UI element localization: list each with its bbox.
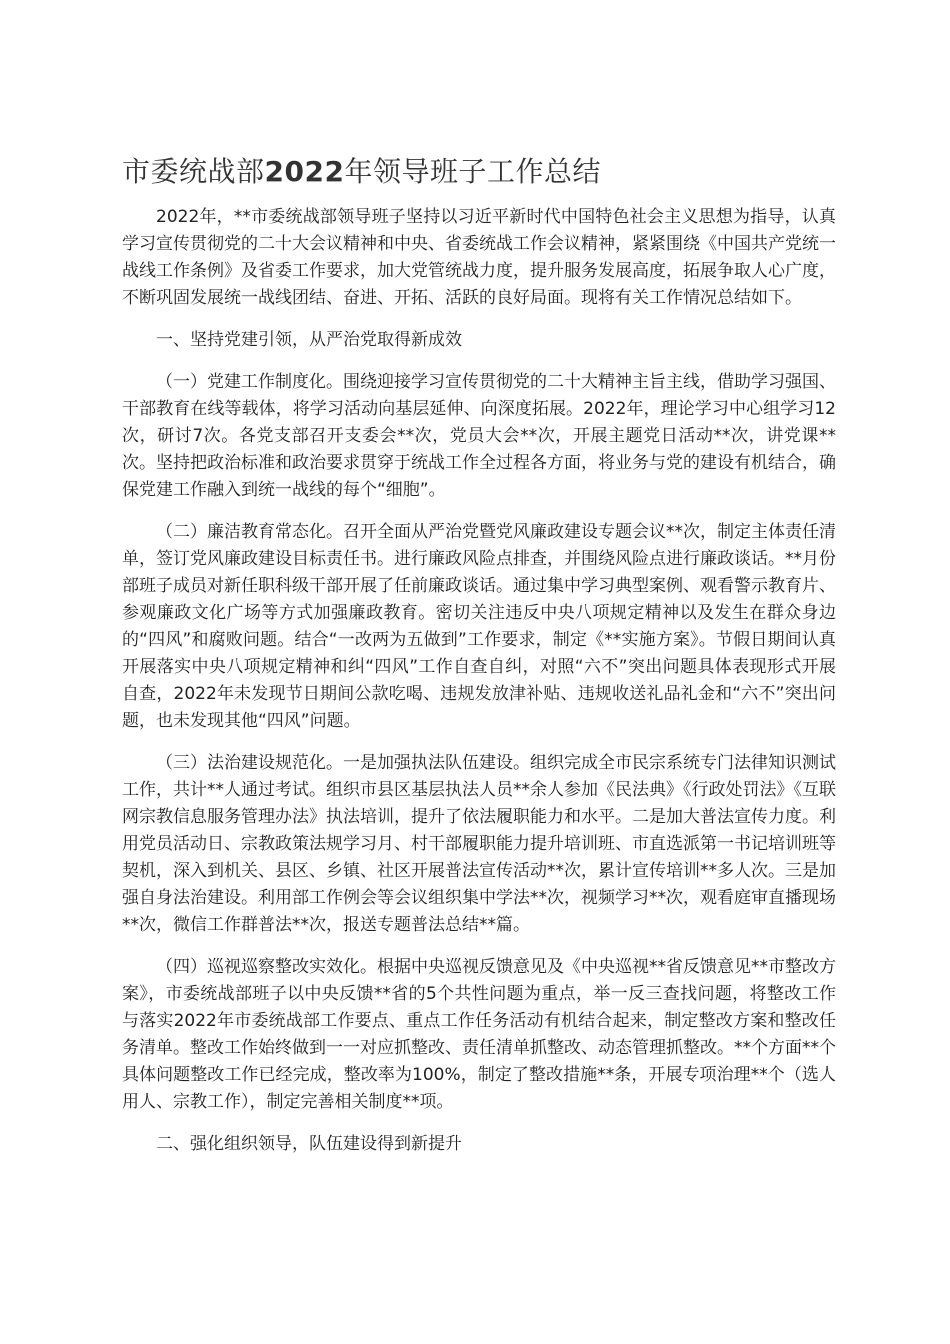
title-year: 2022: [264, 155, 345, 188]
document-title: [122, 150, 842, 194]
title-suffix: 年领导班子工作总结: [344, 155, 601, 188]
section1-item-1: （一）党建工作制度化。围绕迎接学习宣传贯彻党的二十大精神主旨主线，借助学习强国、干部教育在线等载体，将学习活动向基层延伸、向深度拓展。2022年，理论学习中心组学习12次，研讨7次。各党支部召开支委会**次，党员大会**次，开展主题党日活动**次，讲党课**次。坚持把政治标准和政治要求贯穿于统战工作全过程各方面，将业务与党的建设有机结合，确保党建工作融入到统一战线的每个“细胞”。: [122, 372, 836, 500]
intro-paragraph: 2022年，**市委统战部领导班子坚持以习近平新时代中国特色社会主义思想为指导，认真学习宣传贯彻党的二十大会议精神和中央、省委统战工作会议精神，紧紧围绕《中国共产党统一战线工作条例》及省委工作要求，加大党管统战力度，提升服务发展高度，拓展争取人心广度，不断巩固发展统一战线团结、奋进、开拓、活跃的良好局面。现将有关工作情况总结如下。: [122, 207, 836, 308]
section1-item-3: （三）法治建设规范化。一是加强执法队伍建设。组织完成全市民宗系统专门法律知识测试工作，共计**人通过考试。组织市县区基层执法人员**余人参加《民法典》《行政处罚法》《互联网宗教信息服务管理办法》执法培训，提升了依法履职能力和水平。二是加大普法宣传力度。利用党员活动日、宗教政策法规学习月、村干部履职能力提升培训班、市直选派第一书记培训班等契机，深入到机关、县区、乡镇、社区开展普法宣传活动**次，累计宣传培训**多人次。三是加强自身法治建设。利用部工作例会等会议组织集中学法**次，视频学习**次，观看庭审直播现场**次，微信工作群普法**次，报送专题普法总结**篇。: [122, 753, 836, 935]
section1-item-2: （二）廉洁教育常态化。召开全面从严治党暨党风廉政建设专题会议**次，制定主体责任清单，签订党风廉政建设目标责任书。进行廉政风险点排查，并围绕风险点进行廉政谈话。**月份部班子成员对新任职科级干部开展了任前廉政谈话。通过集中学习典型案例、观看警示教育片、参观廉政文化广场等方式加强廉政教育。密切关注违反中央八项规定精神以及发生在群众身边的“四风”和腐败问题。结合“一改两为五做到”工作要求，制定《**实施方案》。节假日期间认真开展落实中央八项规定精神和纠“四风”工作自查自纠，对照“六不”突出问题具体表现形式开展自查，2022年未发现节日期间公款吃喝、违规发放津补贴、违规收送礼品礼金和“六不”突出问题，也未发现其他“四风”问题。: [122, 522, 836, 731]
title-prefix: 市委统战部: [122, 155, 265, 188]
section-heading-1: 一、坚持党建引领，从严治党取得新成效: [156, 330, 462, 350]
section1-item-4: （四）巡视巡察整改实效化。根据中央巡视反馈意见及《中央巡视**省反馈意见**市整改方案》，市委统战部班子以中央反馈**省的5个共性问题为重点，举一反三查找问题，将整改工作与落实2022年市委统战部工作要点、重点工作任务活动有机结合起来，制定整改方案和整改任务清单。整改工作始终做到一一对应抓整改、责任清单抓整改、动态管理抓整改。**个方面**个具体问题整改工作已经完成，整改率为100%，制定了整改措施**条，开展专项治理**个（选人用人、宗教工作），制定完善相关制度**项。: [122, 957, 836, 1112]
section-heading-2: 二、强化组织领导，队伍建设得到新提升: [156, 1134, 462, 1154]
document-body: [122, 204, 836, 1173]
